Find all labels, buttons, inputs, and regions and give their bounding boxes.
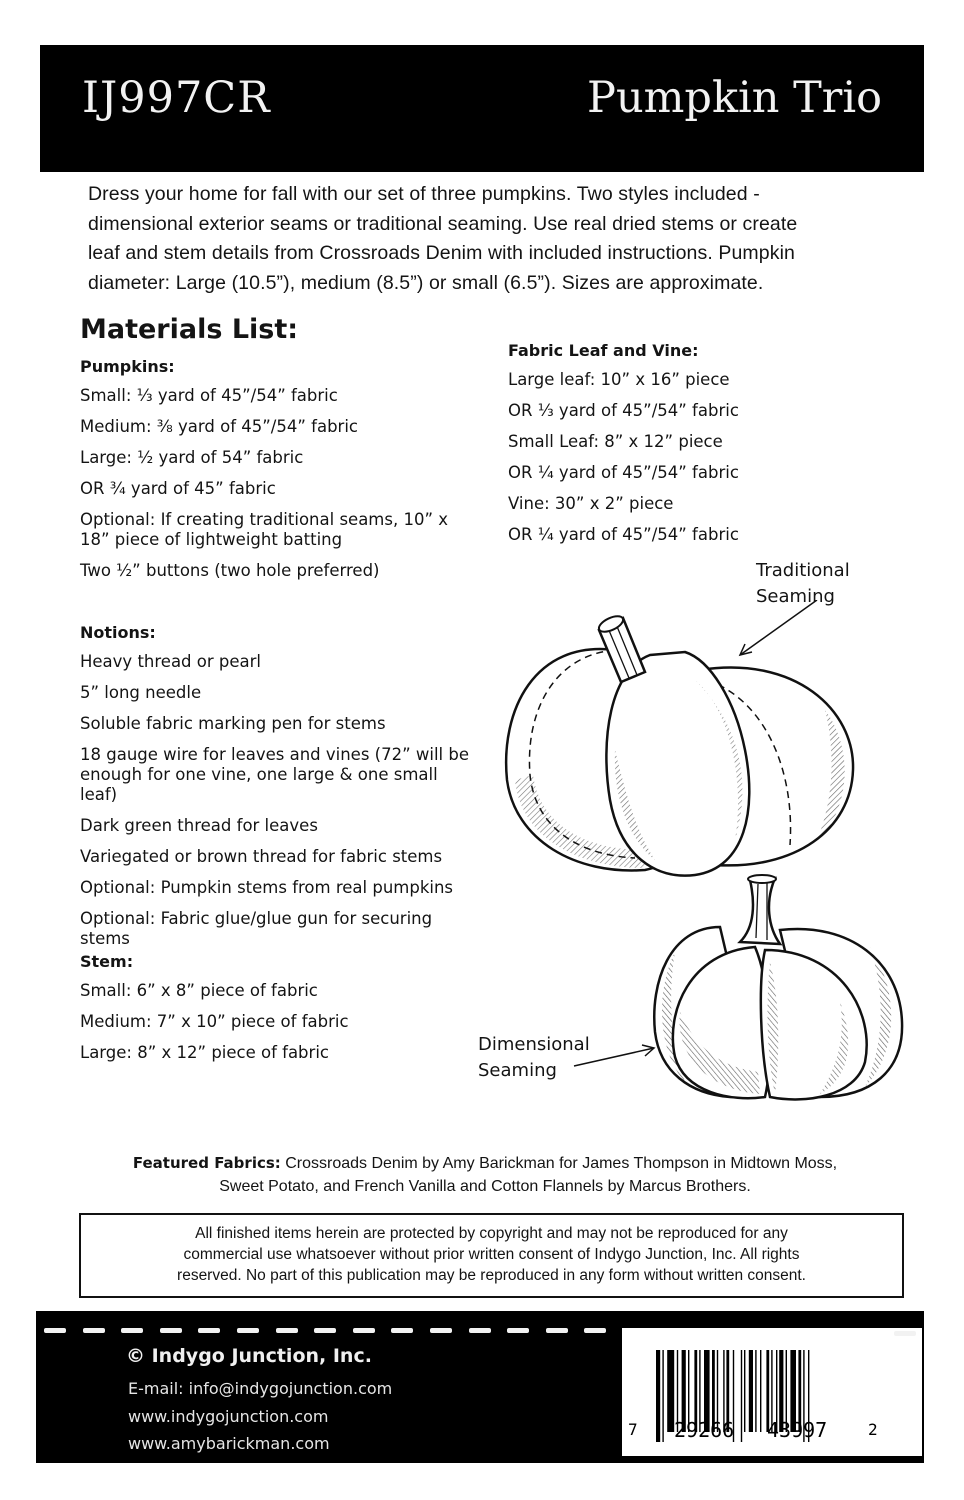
list-item: 5” long needle <box>80 683 202 702</box>
materials-heading: Materials List: <box>80 314 299 345</box>
website-link[interactable]: www.indygojunction.com <box>128 1407 329 1426</box>
stitch-dash <box>353 1328 375 1333</box>
traditional-pumpkin-icon <box>495 600 885 880</box>
barcode-right-digits: 43997 <box>767 1418 828 1442</box>
pointer-arrow <box>740 600 817 655</box>
section-heading: Stem: <box>80 952 134 971</box>
section-heading: Notions: <box>80 623 156 642</box>
featured-label: Featured Fabrics: <box>132 1154 281 1172</box>
list-item: OR ¼ yard of 45”/54” fabric <box>508 525 739 544</box>
stitch-dash <box>237 1328 259 1333</box>
copyright-line: All finished items herein are protected by copyright and may not be reproduced for any <box>195 1225 788 1242</box>
intro-line: Dress your home for fall with our set of three pumpkins. Two styles included - <box>88 183 760 205</box>
list-item: Soluble fabric marking pen for stems <box>80 714 386 733</box>
label-line: Seaming <box>478 1060 557 1081</box>
footer-band <box>36 1311 924 1463</box>
featured-fabrics <box>80 1152 890 1198</box>
list-item: Large leaf: 10” x 16” piece <box>508 370 730 389</box>
list-item: Dark green thread for leaves <box>80 816 318 835</box>
list-item: Large: ½ yard of 54” fabric <box>80 448 304 467</box>
company-name: © Indygo Junction, Inc. <box>126 1345 372 1367</box>
copyright-notice <box>79 1213 904 1298</box>
list-item: Two ½” buttons (two hole preferred) <box>80 561 380 580</box>
barcode-bar <box>760 1350 761 1432</box>
pumpkins-section <box>80 357 480 592</box>
intro-paragraph <box>88 180 908 298</box>
list-item: Small Leaf: 8” x 12” piece <box>508 432 723 451</box>
stitch-dash <box>584 1328 606 1333</box>
barcode-bar <box>662 1350 663 1442</box>
stitch-dash <box>894 1331 916 1336</box>
list-item: OR ¾ yard of 45” fabric <box>80 479 276 498</box>
pattern-code: IJ997CR <box>82 73 271 123</box>
barcode-bar <box>749 1350 753 1432</box>
copyright-line: reserved. No part of this publication may be reproduced in any form without written consent. <box>177 1267 806 1284</box>
barcode-bar <box>741 1350 742 1442</box>
featured-text: Crossroads Denim by Amy Barickman for James Thompson in Midtown Moss, <box>280 1155 838 1172</box>
intro-line: diameter: Large (10.5”), medium (8.5”) or small (6.5”). Sizes are approximate. <box>88 271 764 294</box>
stitch-dash <box>160 1328 182 1333</box>
barcode-bar <box>656 1350 660 1442</box>
featured-line-2: Sweet Potato, and French Vanilla and Cotton Flannels by Marcus Brothers. <box>219 1178 751 1195</box>
label-line: Seaming <box>756 586 835 607</box>
barcode-bar <box>755 1350 756 1432</box>
list-item: OR ⅓ yard of 45”/54” fabric <box>508 401 739 420</box>
barcode-left-digits: 29266 <box>674 1418 735 1442</box>
list-item: Medium: ⅜ yard of 45”/54” fabric <box>80 417 358 436</box>
copyright-line: commercial use whatsoever without prior written consent of Indygo Junction, Inc. All rights <box>183 1246 800 1263</box>
barcode-bar <box>744 1350 745 1432</box>
label-line: Traditional <box>756 560 850 581</box>
notions-section <box>80 623 480 960</box>
section-heading: Fabric Leaf and Vine: <box>508 341 699 360</box>
list-item: Small: 6” x 8” piece of fabric <box>80 981 318 1000</box>
stitch-dash <box>44 1328 66 1333</box>
list-item: Optional: Fabric glue/glue gun for securing stems <box>80 909 433 948</box>
list-item: OR ¼ yard of 45”/54” fabric <box>508 463 739 482</box>
stitch-dash <box>198 1328 220 1333</box>
stem-section <box>80 952 480 1074</box>
list-item: 18 gauge wire for leaves and vines (72” will be enough for one vine, one large & one small leaf) <box>80 745 470 804</box>
dimensional-pumpkin-icon <box>640 872 905 1102</box>
intro-line: dimensional exterior seams or traditional seaming. Use real dried stems or create <box>88 212 798 235</box>
barcode-lead-digit: 7 <box>628 1420 638 1439</box>
stitch-dash <box>391 1328 413 1333</box>
list-item: Medium: 7” x 10” piece of fabric <box>80 1012 349 1031</box>
header-band <box>40 45 924 172</box>
barcode <box>622 1328 922 1456</box>
featured-line-1 <box>80 1152 890 1175</box>
stitch-dash <box>121 1328 143 1333</box>
stitch-dash <box>507 1328 529 1333</box>
list-item: Optional: Pumpkin stems from real pumpkins <box>80 878 454 897</box>
list-item: Variegated or brown thread for fabric stems <box>80 847 443 866</box>
stitch-dash <box>430 1328 452 1333</box>
stitch-dash <box>83 1328 105 1333</box>
website-link[interactable]: www.amybarickman.com <box>128 1434 330 1453</box>
list-item: Small: ⅓ yard of 45”/54” fabric <box>80 386 338 405</box>
leaf-vine-section <box>508 341 838 556</box>
list-item: Vine: 30” x 2” piece <box>508 494 674 513</box>
pointer-arrow-icon <box>570 1040 660 1070</box>
email-link[interactable]: E-mail: info@indygojunction.com <box>128 1379 393 1398</box>
label-line: Dimensional <box>478 1034 590 1055</box>
stitch-dash <box>546 1328 568 1333</box>
list-item: Heavy thread or pearl <box>80 652 262 671</box>
stitch-dash <box>314 1328 336 1333</box>
barcode-check-digit: 2 <box>868 1420 878 1439</box>
stitch-dash <box>276 1328 298 1333</box>
section-heading: Pumpkins: <box>80 357 175 376</box>
list-item: Optional: If creating traditional seams, 10” x 18” piece of lightweight batting <box>80 510 449 549</box>
list-item: Large: 8” x 12” piece of fabric <box>80 1043 329 1062</box>
intro-line: leaf and stem details from Crossroads Denim with included instructions. Pumpkin <box>88 242 795 264</box>
pattern-title: Pumpkin Trio <box>587 73 882 123</box>
stitch-dash <box>469 1328 491 1333</box>
